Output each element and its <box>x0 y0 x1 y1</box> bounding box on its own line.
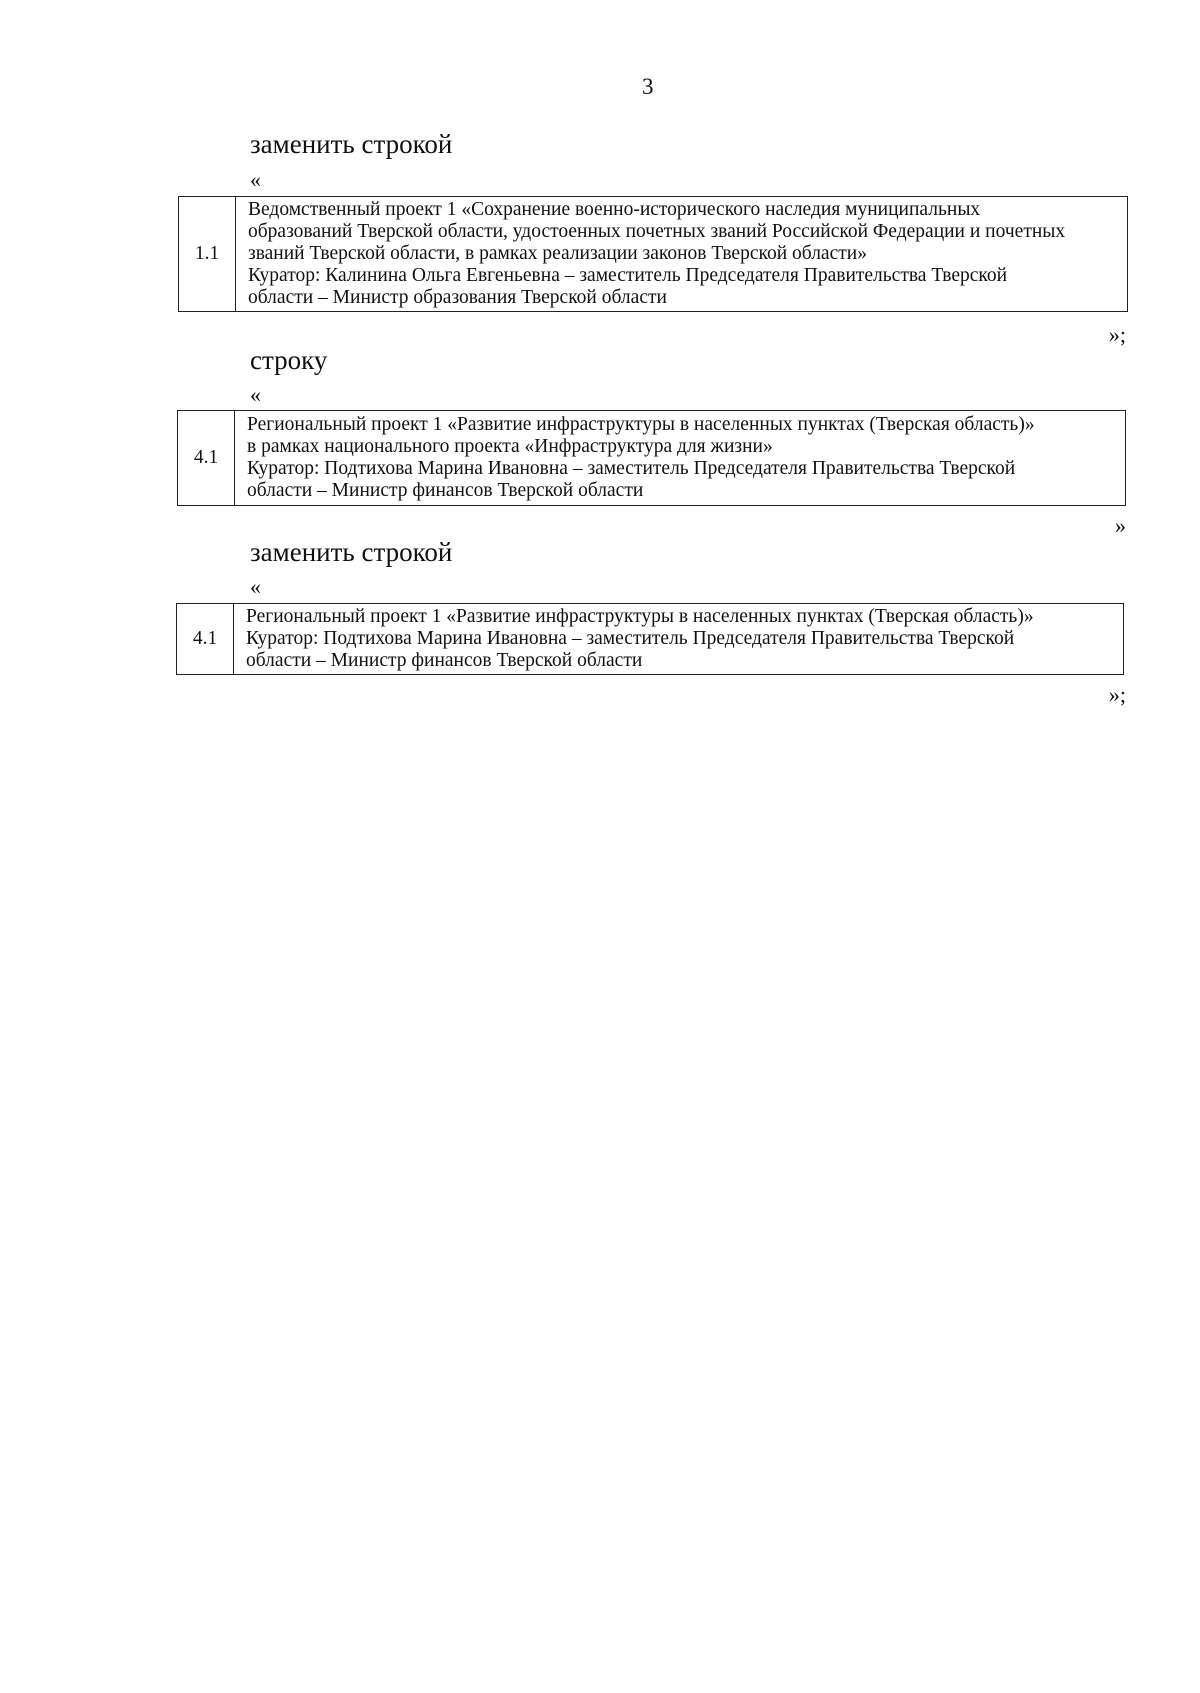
open-quote: « <box>250 574 261 599</box>
table-row <box>179 197 1128 312</box>
row-text-line: Куратор: Подтихова Марина Ивановна – заместитель Председателя Правительства Тверской <box>246 628 1015 649</box>
replacement-row-table <box>178 196 1128 312</box>
row-content <box>236 197 1128 312</box>
table-row <box>178 411 1126 506</box>
row-text-line: Региональный проект 1 «Развитие инфраструктуры в населенных пунктах (Тверская область)» <box>246 606 1034 627</box>
row-text-line: Куратор: Калинина Ольга Евгеньевна – заместитель Председателя Правительства Тверской <box>248 265 1008 286</box>
row-text-line: области – Министр финансов Тверской области <box>246 650 643 671</box>
row-number: 4.1 <box>178 411 235 506</box>
table-row <box>177 604 1124 675</box>
close-quote: » <box>1115 513 1126 538</box>
row-text-line: Ведомственный проект 1 «Сохранение военно-исторического наследия муниципальных <box>248 199 981 220</box>
page-number: 3 <box>642 74 654 99</box>
replacement-row-table <box>176 603 1124 675</box>
row-text-line: области – Министр образования Тверской области <box>248 287 667 308</box>
row-content <box>235 411 1126 506</box>
row-text-line: Куратор: Подтихова Марина Ивановна – заместитель Председателя Правительства Тверской <box>247 458 1016 479</box>
close-quote: »; <box>1108 682 1126 707</box>
row-text-line: в рамках национального проекта «Инфраструктура для жизни» <box>247 436 773 457</box>
close-quote: »; <box>1108 322 1126 347</box>
row-text-line: образований Тверской области, удостоенных почетных званий Российской Федерации и почетных <box>248 221 1066 242</box>
original-row-table <box>177 410 1126 506</box>
row-text-line: Региональный проект 1 «Развитие инфраструктуры в населенных пунктах (Тверская область)» <box>247 414 1035 435</box>
section-heading: заменить строкой <box>250 129 453 159</box>
open-quote: « <box>250 167 261 192</box>
row-text-line: области – Министр финансов Тверской области <box>247 480 644 501</box>
row-content <box>234 604 1124 675</box>
row-text-line: званий Тверской области, в рамках реализации законов Тверской области» <box>248 243 867 264</box>
row-number: 4.1 <box>177 604 234 675</box>
open-quote: « <box>250 382 261 407</box>
row-number: 1.1 <box>179 197 236 312</box>
section-heading: заменить строкой <box>250 537 453 567</box>
section-heading: строку <box>250 345 328 375</box>
